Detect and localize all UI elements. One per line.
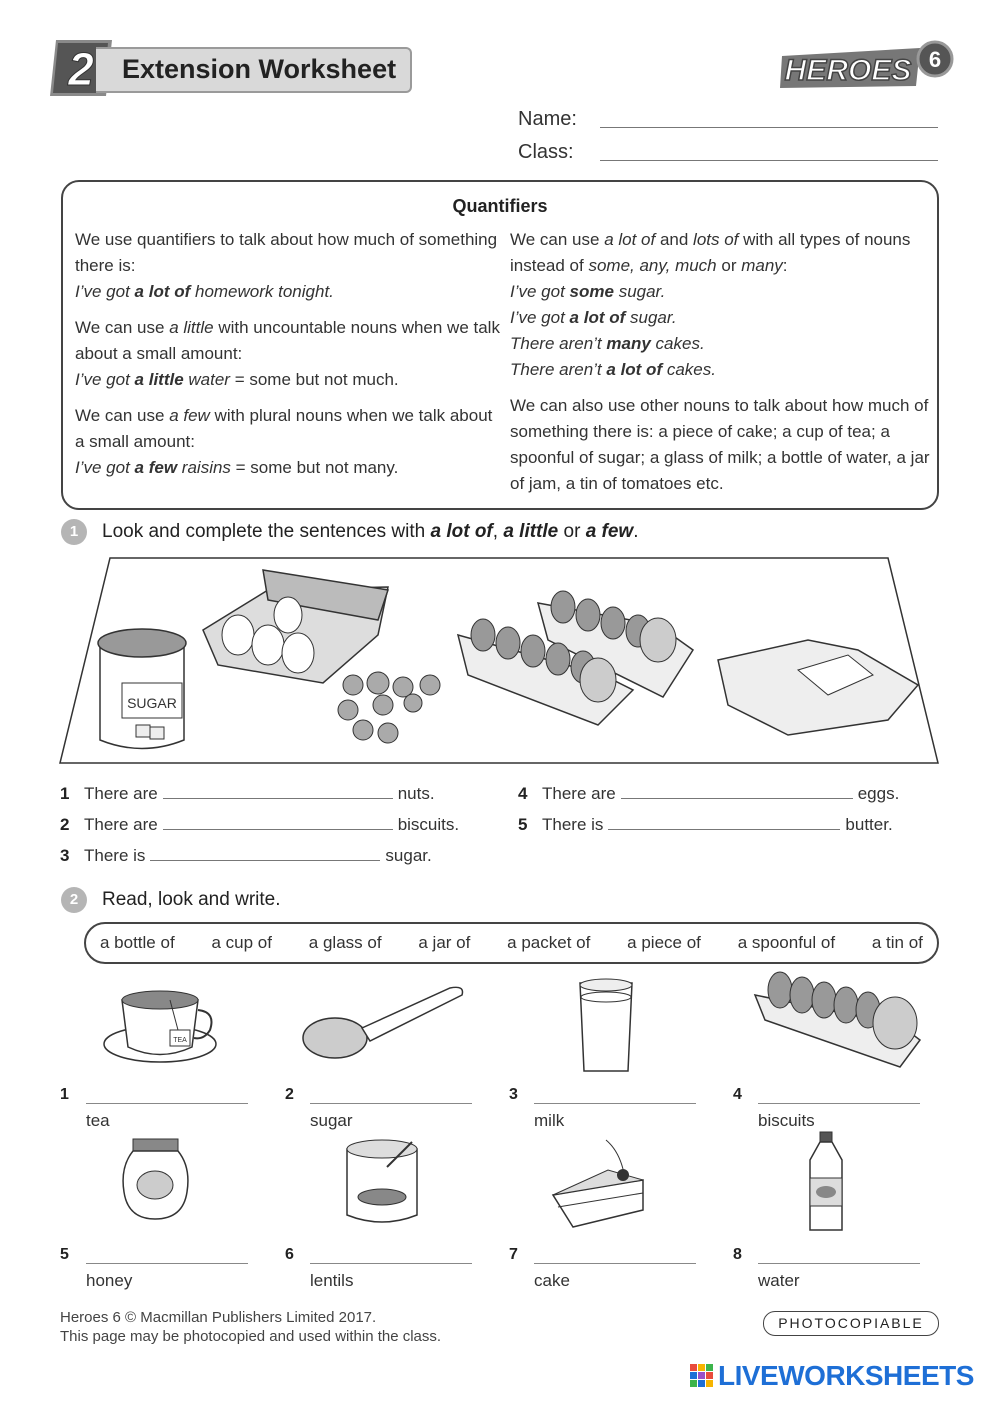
answer-blank[interactable] xyxy=(621,784,853,799)
exercise-1-sentence-1: 1 There are nuts. xyxy=(60,784,435,803)
nuts-icon xyxy=(338,672,440,743)
piece-of-cake-icon xyxy=(548,1135,650,1230)
word-box-item: a tin of xyxy=(871,933,923,952)
class-input-line[interactable] xyxy=(600,160,938,161)
tea-tag-text: TEA xyxy=(173,1037,187,1044)
answer-blank[interactable] xyxy=(150,846,380,861)
jar-of-honey-icon xyxy=(118,1137,193,1222)
word-box xyxy=(84,922,939,964)
word-box-item: a spoonful of xyxy=(737,933,836,952)
item-number: 8 xyxy=(733,1246,742,1263)
item-word: tea xyxy=(86,1111,110,1130)
word-box-item: a bottle of xyxy=(100,933,175,952)
unit-number: 2 xyxy=(68,43,94,95)
item-word: biscuits xyxy=(758,1111,815,1130)
class-label: Class: xyxy=(518,141,574,163)
liveworksheets-logo-icon xyxy=(690,1364,714,1388)
answer-line[interactable] xyxy=(86,1103,248,1104)
grammar-left-column xyxy=(75,227,500,491)
answer-blank[interactable] xyxy=(608,815,840,830)
answer-line[interactable] xyxy=(310,1263,472,1264)
answer-line[interactable] xyxy=(534,1263,696,1264)
exercise-1-sentence-4: 4 There are eggs. xyxy=(518,784,900,803)
butter-icon xyxy=(718,640,918,735)
answer-line[interactable] xyxy=(534,1103,696,1104)
item-number: 1 xyxy=(60,1086,69,1103)
name-input-line[interactable] xyxy=(600,127,938,128)
item-number: 3 xyxy=(509,1086,518,1103)
grammar-paragraph: We can use a little with uncountable nouns when we talk about a small amount: I’ve got a little water = some but not much. xyxy=(75,318,500,389)
food-table-illustration xyxy=(58,555,940,767)
exercise-1-title: Look and complete the sentences with a lot of, a little or a few. xyxy=(102,521,639,542)
logo-text: HEROES xyxy=(784,54,912,87)
exercise-2-title: Read, look and write. xyxy=(102,889,281,910)
word-box-item: a glass of xyxy=(308,933,382,952)
name-label: Name: xyxy=(518,108,577,130)
answer-line[interactable] xyxy=(310,1103,472,1104)
cup-of-tea-icon xyxy=(100,982,220,1067)
answer-line[interactable] xyxy=(758,1103,920,1104)
item-word: lentils xyxy=(310,1271,354,1290)
copyright-footer: Heroes 6 © Macmillan Publishers Limited 2017. This page may be photocopied and used within the class. xyxy=(60,1309,442,1345)
grammar-box xyxy=(61,180,939,510)
item-word: honey xyxy=(86,1271,133,1290)
word-box-item: a jar of xyxy=(418,933,471,952)
logo-level: 6 xyxy=(928,47,942,72)
sugar-label-text: SUGAR xyxy=(127,695,177,711)
answer-line[interactable] xyxy=(86,1263,248,1264)
grammar-title: Quantifiers xyxy=(452,196,548,216)
tin-of-lentils-icon xyxy=(342,1137,422,1225)
answer-line[interactable] xyxy=(758,1263,920,1264)
exercise-1-sentence-3: 3 There is sugar. xyxy=(60,846,432,865)
item-word: cake xyxy=(534,1271,570,1290)
item-word: milk xyxy=(534,1111,565,1130)
answer-blank[interactable] xyxy=(163,815,393,830)
bottle-of-water-icon xyxy=(806,1130,846,1235)
worksheet-title: Extension Worksheet xyxy=(122,54,397,84)
heroes-logo xyxy=(780,38,955,94)
grammar-paragraph: We use quantifiers to talk about how much of something there is: I’ve got a lot of homework tonight. xyxy=(75,230,498,301)
item-number: 5 xyxy=(60,1246,69,1263)
glass-of-milk-icon xyxy=(570,975,642,1075)
exercise-2-number: 2 xyxy=(61,887,87,913)
photocopiable-badge: PHOTOCOPIABLE xyxy=(763,1311,939,1336)
exercise-1-sentence-2: 2 There are biscuits. xyxy=(60,815,460,834)
item-number: 7 xyxy=(509,1246,518,1263)
word-box-item: a cup of xyxy=(211,933,272,952)
answer-blank[interactable] xyxy=(163,784,393,799)
grammar-paragraph: We can use a few with plural nouns when we talk about a small amount: I’ve got a few raisins = some but not many. xyxy=(75,406,493,477)
grammar-right-column xyxy=(510,227,930,507)
item-number: 4 xyxy=(733,1086,742,1103)
packet-of-biscuits-icon xyxy=(750,965,925,1070)
item-number: 2 xyxy=(285,1086,294,1103)
word-box-item: a packet of xyxy=(507,933,591,952)
sugar-jar-icon xyxy=(98,629,186,749)
item-number: 6 xyxy=(285,1246,294,1263)
egg-box-icon xyxy=(203,570,388,683)
item-word: water xyxy=(758,1271,800,1290)
item-word: sugar xyxy=(310,1111,353,1130)
grammar-paragraph: We can use a lot of and lots of with all types of nouns instead of some, any, much or many: I’ve got some sugar. I’ve got a lot of sugar. There aren’t many cakes. There aren’t a lot of cakes. xyxy=(510,230,911,379)
spoonful-of-sugar-icon xyxy=(300,983,470,1065)
grammar-paragraph: We can also use other nouns to talk about how much of something there is: a piece of cake; a cup of tea; a spoonful of sugar; a glass of milk; a bottle of water, a jar of jam, a tin of tomatoes etc. xyxy=(510,396,930,493)
liveworksheets-brand: LIVEWORKSHEETS xyxy=(718,1360,974,1391)
word-box-item: a piece of xyxy=(627,933,701,952)
exercise-1-number: 1 xyxy=(61,519,87,545)
biscuit-packets-icon xyxy=(458,591,693,725)
exercise-1-sentence-5: 5 There is butter. xyxy=(518,815,893,834)
